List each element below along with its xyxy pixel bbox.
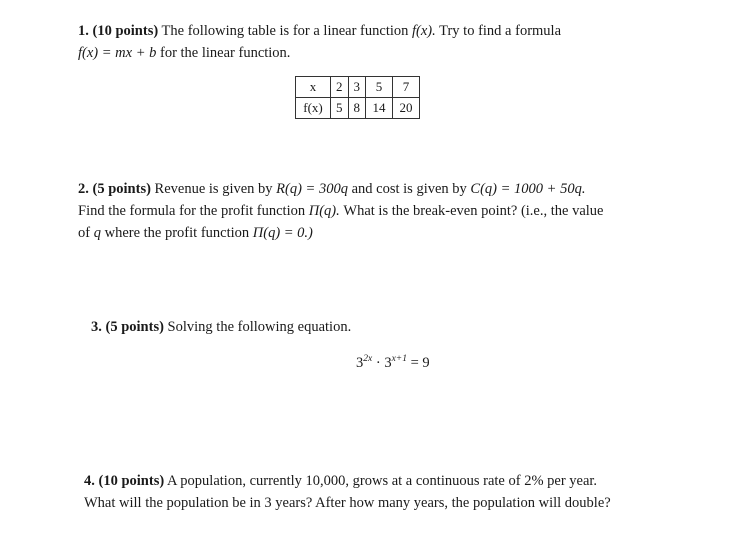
problem-4-line-1 [84,470,611,492]
problem-4-text-a: A population, currently 10,000, grows at a continuous rate of 2% per year. [167,473,598,489]
problem-2-points: (5 points) [92,181,151,197]
equation-base-2: 3 [384,355,392,371]
problem-2-profit-fn: Π(q). [308,203,340,219]
table-cell: 5 [331,98,349,119]
table-cell: 20 [393,98,420,119]
problem-2-breakeven-eq: Π(q) = 0.) [252,225,313,241]
table-cell: 7 [393,77,420,98]
table-cell: 2 [331,77,349,98]
problem-1 [78,20,561,64]
problem-4 [84,470,611,514]
table-cell: 14 [366,98,393,119]
table-row-x [296,77,420,98]
equation-exponent-2: x+1 [391,354,407,364]
problem-2-text-d: What is the break-even point? (i.e., the value [343,203,604,219]
problem-4-line-2 [84,492,611,514]
problem-1-text-c: for the linear function. [159,45,291,61]
problem-3-equation [356,354,430,372]
problem-2-revenue: R(q) = 300q [276,181,348,197]
table-cell: 5 [366,77,393,98]
problem-3-points: (5 points) [105,319,164,335]
problem-1-text-b: Try to find a formula [439,23,562,39]
problem-1-line-2 [78,42,561,64]
problem-3 [91,316,351,338]
table-row-f [296,98,420,119]
equation-exponent-1: 2x [363,354,373,364]
equation-rhs: = 9 [410,355,430,371]
problem-4-text-b: What will the population be in 3 years? After how many years, the population will double? [84,495,611,511]
problem-4-points: (10 points) [98,473,165,489]
problem-2-text-c: Find the formula for the profit function [78,203,306,219]
problem-2 [78,178,603,244]
problem-3-text: Solving the following equation. [167,319,352,335]
problem-2-text-f: where the profit function [104,225,250,241]
problem-1-points: (10 points) [92,23,159,39]
problem-2-text-a: Revenue is given by [154,181,273,197]
table-row-x-label: x [296,77,331,98]
problem-3-number: 3. [91,319,102,335]
problem-1-func: f(x). [412,23,436,39]
problem-4-number: 4. [84,473,95,489]
problem-2-text-b: and cost is given by [351,181,467,197]
equation-dot: · [375,355,381,371]
problem-1-line-1 [78,20,561,42]
problem-2-number: 2. [78,181,89,197]
problem-2-line-2 [78,200,603,222]
problem-2-text-e: of [78,225,91,241]
problem-1-text-a: The following table is for a linear function [161,23,409,39]
table-row-f-label: f(x) [296,98,331,119]
problem-2-cost: C(q) = 1000 + 50q. [470,181,586,197]
problem-1-number: 1. [78,23,89,39]
problem-2-line-3 [78,222,603,244]
problem-2-line-1 [78,178,603,200]
table-cell: 8 [348,98,366,119]
values-table [295,76,420,119]
problem-2-q: q [93,225,101,241]
problem-1-formula: f(x) = mx + b [78,45,157,61]
problem-3-line-1 [91,316,351,338]
table-cell: 3 [348,77,366,98]
equation-base-1: 3 [356,355,364,371]
